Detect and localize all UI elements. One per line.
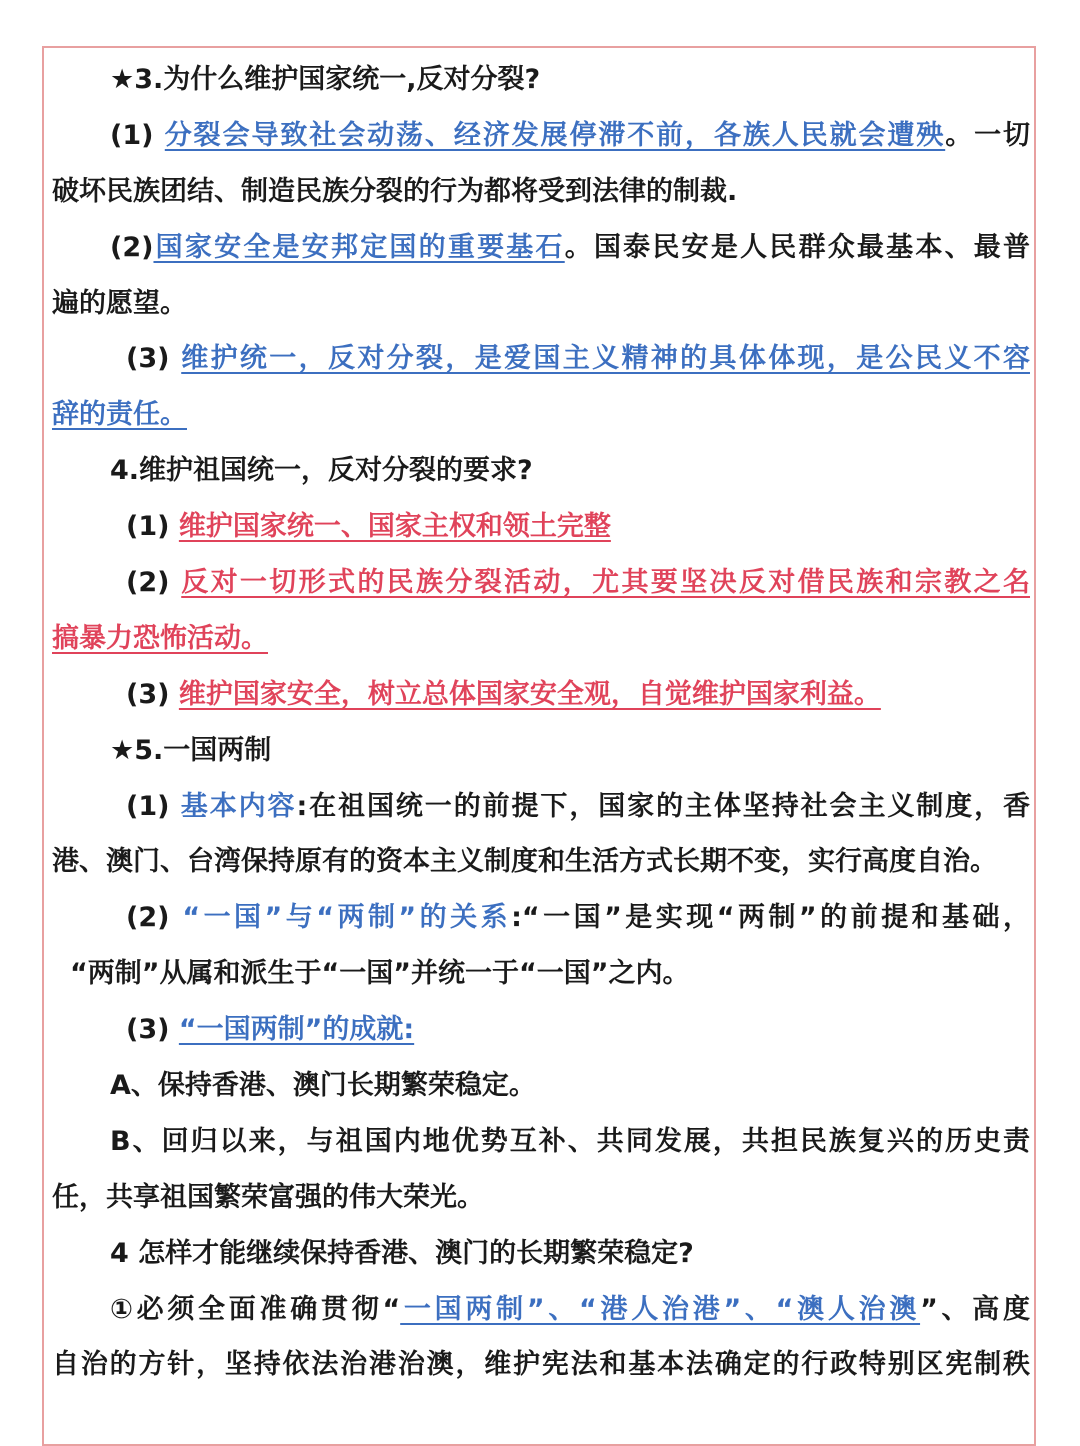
q3-point-1: (1) 分裂会导致社会动荡、经济发展停滞不前，各族人民就会遭殃。一切 [110, 119, 1031, 151]
q3-point-3: (3) 维护统一，反对分裂，是爱国主义精神的具体体现，是公民义不容 [126, 343, 1030, 375]
q5-achievement-b: B、回归以来，与祖国内地优势互补、共同发展，共担民族复兴的历史责 [110, 1125, 1030, 1157]
q5-achievement-b-cont: 任，共享祖国繁荣富强的伟大荣光。 [52, 1181, 484, 1213]
q5-point-1-label: 基本内容 [180, 790, 297, 822]
q5-point-2-cont: “两制”从属和派生于“一国”并统一于“一国”之内。 [70, 958, 690, 990]
q3-point-2-cont: 遍的愿望。 [52, 287, 187, 319]
q3-point-3-highlight: 维护统一，反对分裂，是爱国主义精神的具体体现，是公民义不容 [181, 343, 1030, 375]
q5-achievement-a: A、保持香港、澳门长期繁荣稳定。 [110, 1070, 536, 1102]
q3-point-1-cont: 破坏民族团结、制造民族分裂的行为都将受到法律的制裁. [52, 175, 738, 207]
q3-point-3-cont: 辞的责任。 [52, 399, 187, 431]
question-6-title: 4 怎样才能继续保持香港、澳门的长期繁荣稳定? [110, 1237, 694, 1269]
document-body [52, 52, 1030, 1393]
q6-point-1-highlight: 一国两制”、“港人治港”、“澳人治澳 [400, 1293, 921, 1325]
q3-point-2: (2)国家安全是安邦定国的重要基石。国泰民安是人民群众最基本、最普 [110, 231, 1030, 263]
q4-point-3-highlight: 维护国家安全，树立总体国家安全观，自觉维护国家利益。 [178, 678, 881, 710]
question-4-title: 4.维护祖国统一，反对分裂的要求? [110, 455, 533, 487]
q4-point-1: (1) 维护国家统一、国家主权和领土完整 [126, 511, 611, 543]
q3-point-1-highlight: 分裂会导致社会动荡、经济发展停滞不前，各族人民就会遭殃 [164, 119, 946, 151]
question-3-title: ★3.为什么维护国家统一,反对分裂? [110, 64, 541, 95]
q5-point-2: (2) “一国”与“两制”的关系:“一国”是实现“两制”的前提和基础， [126, 902, 1031, 934]
q4-point-2-cont: 搞暴力恐怖活动。 [52, 622, 268, 654]
q5-point-3: (3) “一国两制”的成就: [126, 1014, 415, 1046]
q5-point-3-label: “一国两制”的成就: [178, 1014, 415, 1046]
q5-point-1: (1) 基本内容:在祖国统一的前提下，国家的主体坚持社会主义制度，香 [126, 790, 1031, 822]
q4-point-3: (3) 维护国家安全，树立总体国家安全观，自觉维护国家利益。 [126, 678, 881, 710]
q6-point-1-cont: 自治的方针，坚持依法治港治澳，维护宪法和基本法确定的行政特别区宪制秩 [52, 1349, 1030, 1381]
q5-point-2-label: “一国”与“两制”的关系 [182, 902, 512, 934]
q3-point-2-highlight: 国家安全是安邦定国的重要基石 [153, 231, 565, 263]
q4-point-2: (2) 反对一切形式的民族分裂活动，尤其要坚决反对借民族和宗教之名 [126, 567, 1030, 599]
q4-point-1-highlight: 维护国家统一、国家主权和领土完整 [178, 511, 611, 543]
q4-point-2-highlight: 反对一切形式的民族分裂活动，尤其要坚决反对借民族和宗教之名 [181, 567, 1030, 599]
q6-point-1: ①必须全面准确贯彻“一国两制”、“港人治港”、“澳人治澳”、高度 [110, 1293, 1031, 1325]
question-5-title: ★5.一国两制 [110, 734, 272, 766]
q5-point-1-cont: 港、澳门、台湾保持原有的资本主义制度和生活方式长期不变，实行高度自治。 [52, 846, 997, 878]
